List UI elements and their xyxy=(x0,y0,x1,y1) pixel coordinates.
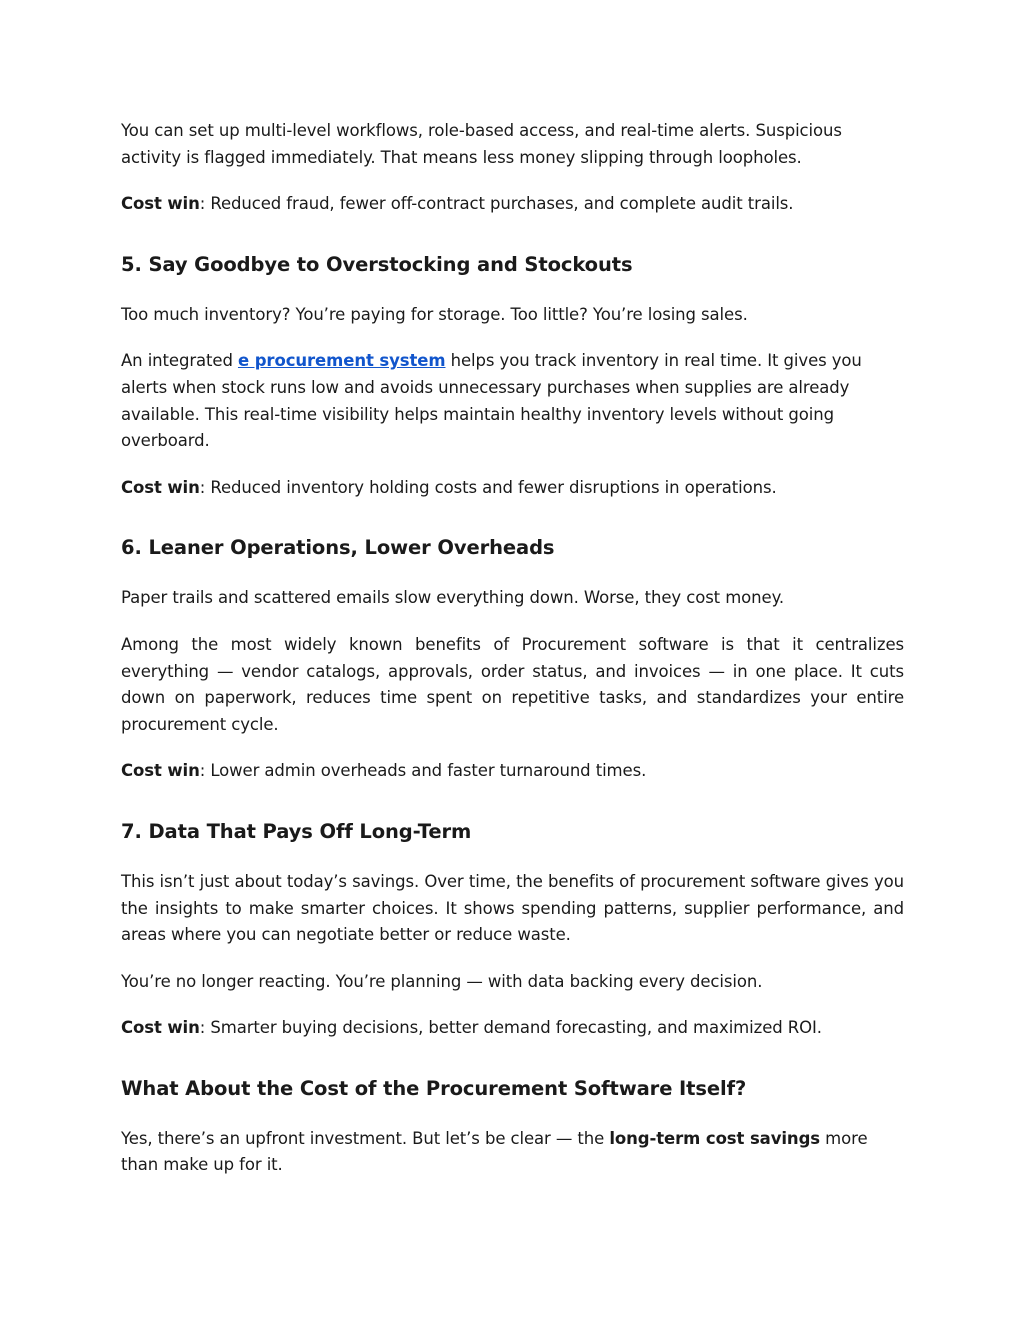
e-procurement-system-link[interactable]: e procurement system xyxy=(237,351,446,371)
cost-win-label: Cost win xyxy=(121,194,200,214)
cost-win-label: Cost win xyxy=(121,477,200,497)
paragraph-text: more than make up for it. xyxy=(121,1128,868,1175)
section-paragraph xyxy=(121,348,904,454)
intro-paragraph: You can set up multi-level workflows, role-based access, and real-time alerts. Suspicious activity is flagged immediately. That means less money slipping through loopholes. xyxy=(121,121,842,167)
cost-win-text: : Lower admin overheads and faster turnaround times. xyxy=(199,761,647,781)
section-paragraph: Among the most widely known benefits of Procurement software is that it centralizes everything — vendor catalogs, approvals, order status, and invoices — in one place. It cuts down on paperwork, reduces time spent on repetitive tasks, and standardizes your entire procurement cycle. xyxy=(121,634,904,734)
section-heading: 7. Data That Pays Off Long-Term xyxy=(121,819,472,843)
paragraph-text: helps you track inventory in real time. It gives you alerts when stock runs low and avoids unnecessary purchases when supplies are already available. This real-time visibility helps maintain healthy inventory levels without going overboard. xyxy=(121,351,862,451)
cost-win-label: Cost win xyxy=(121,761,200,781)
section-paragraph: Too much inventory? You’re paying for storage. Too little? You’re losing sales. xyxy=(121,304,748,324)
cost-win-text: : Reduced inventory holding costs and fewer disruptions in operations. xyxy=(199,477,777,497)
section-paragraph: You’re no longer reacting. You’re planning — with data backing every decision. xyxy=(121,971,763,991)
cost-win-paragraph xyxy=(121,475,904,502)
paragraph-text: Yes, there’s an upfront investment. But let’s be clear — the xyxy=(121,1128,610,1148)
section-paragraph xyxy=(121,1126,904,1179)
section-paragraph: Paper trails and scattered emails slow everything down. Worse, they cost money. xyxy=(121,588,785,608)
cost-win-paragraph xyxy=(121,1015,904,1042)
section-paragraph: This isn’t just about today’s savings. Over time, the benefits of procurement software gives you the insights to make smarter choices. It shows spending patterns, supplier performance, and areas where you can negotiate better or reduce waste. xyxy=(121,871,904,945)
cost-win-text: : Smarter buying decisions, better demand forecasting, and maximized ROI. xyxy=(199,1018,822,1038)
document-page xyxy=(121,118,904,1199)
cost-win-label: Cost win xyxy=(121,1018,200,1038)
bold-phrase: long-term cost savings xyxy=(609,1128,821,1148)
section-heading: 6. Leaner Operations, Lower Overheads xyxy=(121,536,555,560)
paragraph-text: An integrated xyxy=(121,351,238,371)
section-heading: 5. Say Goodbye to Overstocking and Stockouts xyxy=(121,252,633,276)
cost-win-text: : Reduced fraud, fewer off-contract purchases, and complete audit trails. xyxy=(199,194,794,214)
cost-win-paragraph xyxy=(121,191,904,218)
cost-win-paragraph xyxy=(121,758,904,785)
section-heading: What About the Cost of the Procurement Software Itself? xyxy=(121,1076,747,1100)
